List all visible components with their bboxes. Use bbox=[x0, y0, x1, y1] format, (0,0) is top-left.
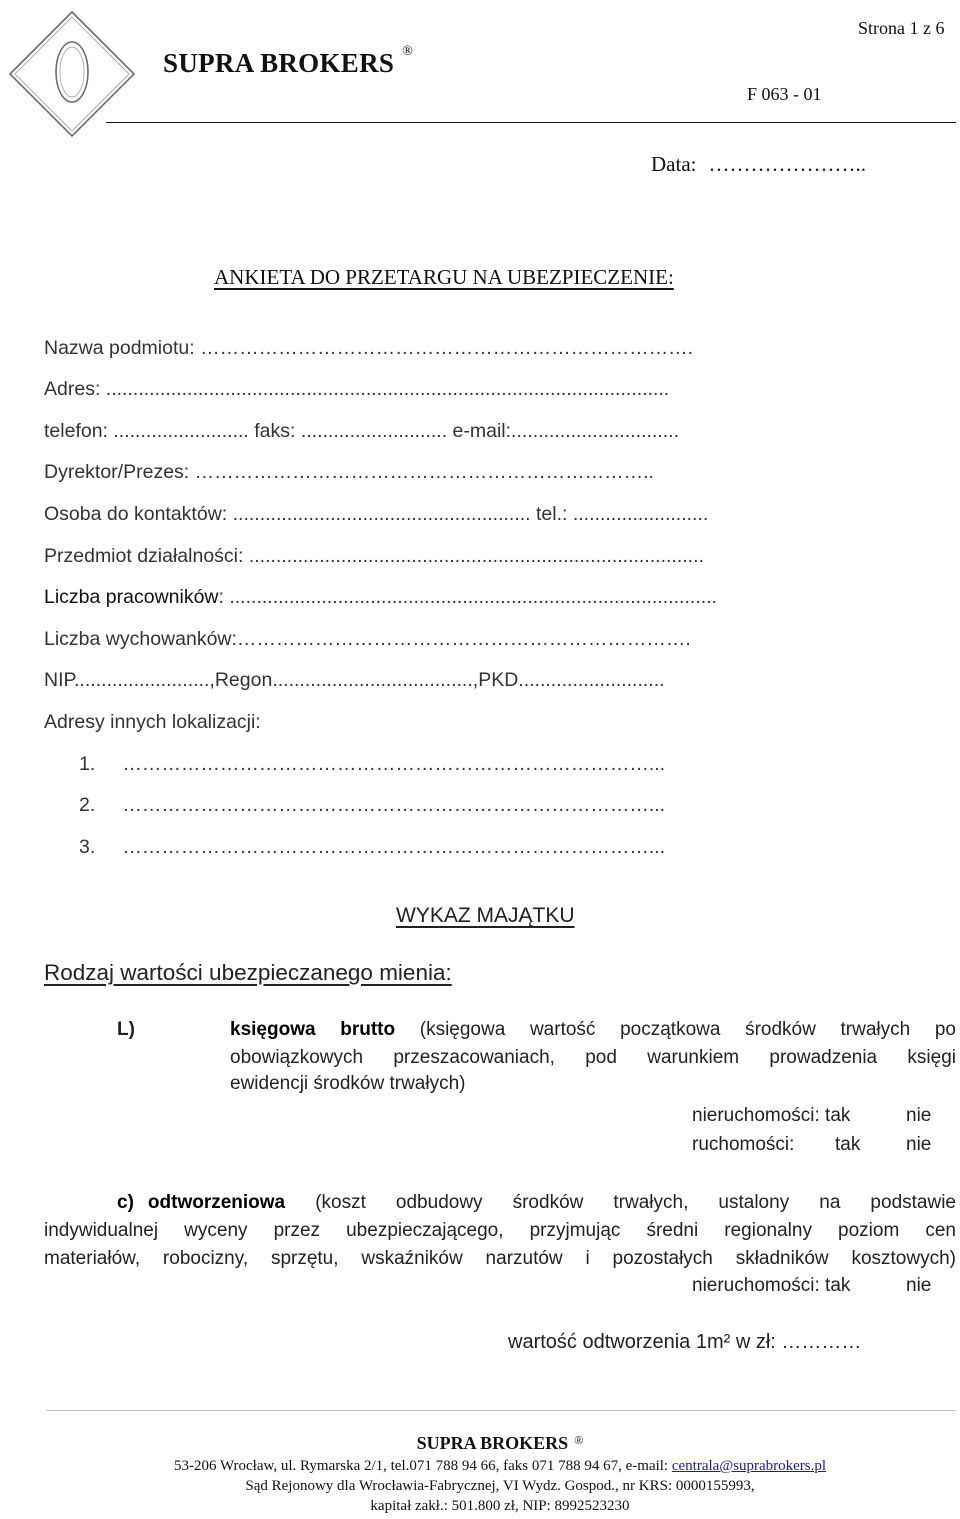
field-lokalizacja-3[interactable]: 3. ………………………………………………………………………... bbox=[79, 836, 666, 858]
item-l-nieruch-nie[interactable]: nie bbox=[906, 1105, 932, 1126]
item-c-nieruch-label[interactable]: nieruchomości: tak bbox=[692, 1275, 851, 1296]
header-rule bbox=[106, 122, 956, 123]
item-c-bold: odtworzeniowa bbox=[147, 1192, 286, 1213]
page-number: Strona 1 z 6 bbox=[858, 18, 945, 38]
item-c-line1 bbox=[117, 1189, 956, 1217]
footer-rule bbox=[46, 1410, 956, 1411]
footer-address bbox=[0, 1458, 960, 1475]
diamond-logo-icon bbox=[6, 8, 138, 140]
field-liczba-wychowankow[interactable]: Liczba wychowanków:……………………………………………………………. bbox=[44, 628, 691, 650]
field-telefon-faks-email[interactable]: telefon: ......................... faks: ........................... e-mail:............................... bbox=[44, 420, 679, 442]
brand-name bbox=[163, 44, 414, 79]
field-lokalizacja-1[interactable]: 1. ………………………………………………………………………... bbox=[79, 753, 666, 775]
date-field[interactable]: ………………….. bbox=[708, 152, 866, 176]
liczba-pracownikow-dots: : .......................................................................................... bbox=[218, 586, 717, 608]
field-nip-regon-pkd[interactable]: NIP.........................,Regon.....................................,PKD........................... bbox=[44, 669, 665, 691]
item-l-line2: obowiązkowych przeszacowaniach, pod warunkiem prowadzenia księgi bbox=[230, 1047, 956, 1068]
field-lokalizacja-2[interactable]: 2. ………………………………………………………………………... bbox=[79, 794, 666, 816]
field-nazwa-podmiotu[interactable]: Nazwa podmiotu: …………………………………………………………………. bbox=[44, 337, 693, 359]
item-l-ruch-label: ruchomości: bbox=[692, 1134, 795, 1155]
field-osoba-kontakt[interactable]: Osoba do kontaktów: ....................................................... tel.: ......................... bbox=[44, 503, 709, 525]
section-rodzaj-wartosci: Rodzaj wartości ubezpieczanego mienia: bbox=[44, 960, 452, 985]
registered-mark: ® bbox=[402, 44, 414, 59]
label-adresy-innych: Adresy innych lokalizacji: bbox=[44, 711, 261, 733]
field-liczba-pracownikow[interactable] bbox=[44, 586, 717, 609]
footer-capital: kapitał zakł.: 501.800 zł, NIP: 8992523230 bbox=[370, 1498, 630, 1514]
item-l-line3: ewidencji środków trwałych) bbox=[230, 1073, 466, 1094]
item-l-line1 bbox=[230, 1016, 956, 1044]
item-l-nieruch-label[interactable]: nieruchomości: tak bbox=[692, 1105, 851, 1126]
footer-brand bbox=[0, 1433, 960, 1454]
document-title: ANKIETA DO PRZETARGU NA UBEZPIECZENIE: bbox=[214, 265, 674, 289]
item-c-line3: materiałów, robocizny, sprzętu, wskaźników narzutów i pozostałych składników kosztowych) bbox=[44, 1248, 956, 1269]
field-dyrektor[interactable]: Dyrektor/Prezes: …………………………………………………………….. bbox=[44, 461, 654, 483]
field-przedmiot[interactable]: Przedmiot działalności: .................................................................................... bbox=[44, 545, 704, 567]
footer-email-link[interactable]: centrala@suprabrokers.pl bbox=[671, 1458, 827, 1474]
brand-text: SUPRA BROKERS bbox=[163, 48, 395, 78]
footer-address-text: 53-206 Wrocław, ul. Rymarska 2/1, tel.071 788 94 66, faks 071 788 94 67, e-mail: bbox=[173, 1458, 672, 1474]
section-wykaz-majatku: WYKAZ MAJĄTKU bbox=[396, 904, 575, 927]
liczba-pracownikow-label: Liczba pracowników bbox=[44, 586, 219, 608]
item-c-text1: (koszt odbudowy środków trwałych, ustalony na podstawie bbox=[285, 1192, 956, 1213]
footer-brand-text: SUPRA BROKERS bbox=[416, 1433, 569, 1453]
item-l-text1: (księgowa wartość początkowa środków trwałych po bbox=[395, 1019, 956, 1040]
item-c-marker: c) bbox=[117, 1192, 134, 1213]
item-l-marker: L) bbox=[117, 1019, 135, 1040]
footer-registered-mark: ® bbox=[574, 1433, 584, 1447]
item-c-wartosc-field[interactable]: wartość odtworzenia 1m² w zł: ………… bbox=[508, 1331, 862, 1353]
form-code: F 063 - 01 bbox=[747, 84, 822, 104]
item-c-nieruch-nie[interactable]: nie bbox=[906, 1275, 932, 1296]
date-label: Data: bbox=[651, 152, 697, 176]
item-l-bold: księgowa brutto bbox=[230, 1019, 396, 1040]
item-l-ruch-tak[interactable]: tak bbox=[835, 1134, 861, 1155]
footer-court: Sąd Rejonowy dla Wrocławia-Fabrycznej, VI Wydz. Gospod., nr KRS: 0000155993, bbox=[245, 1478, 755, 1494]
item-l-ruch-nie[interactable]: nie bbox=[906, 1134, 932, 1155]
item-c-line2: indywidualnej wyceny przez ubezpieczającego, przyjmując średni regionalny poziom cen bbox=[44, 1220, 956, 1241]
field-adres[interactable]: Adres: ........................................................................................................ bbox=[44, 378, 670, 400]
date-line bbox=[651, 152, 866, 177]
